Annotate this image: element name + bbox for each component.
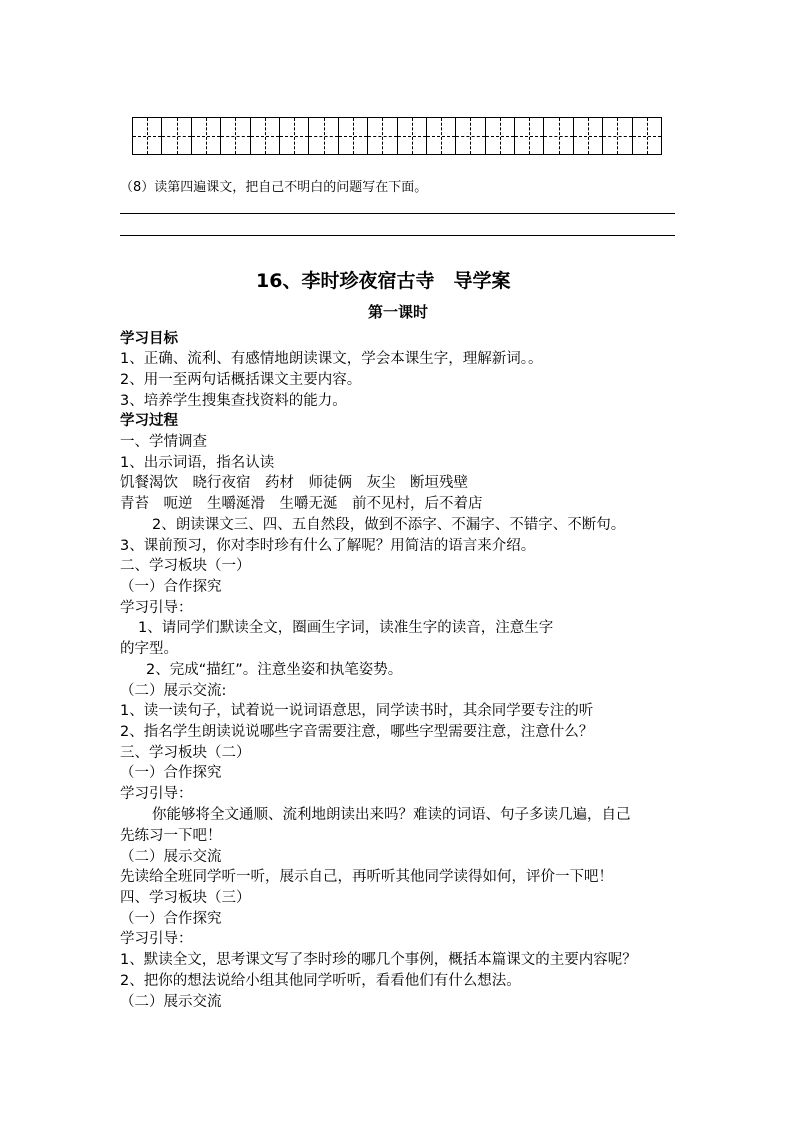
text-line: 1、读一读句子，试着说一说词语意思，同学读书时，其余同学要专注的听 [120, 703, 594, 719]
text-line: 四、学习板块（三） [120, 890, 251, 906]
grid-cell [427, 118, 456, 154]
text-line: 1、请同学们默读全文，圈画生字词，读准生字的读音，注意生字 [138, 620, 554, 636]
grid-cell [162, 118, 191, 154]
grid-cell [633, 118, 661, 154]
text-line: 一、学情调查 [120, 434, 207, 450]
grid-cell [251, 118, 280, 154]
grid-cell [309, 118, 338, 154]
grid-cell [486, 118, 515, 154]
text-line: 2、把你的想法说给小组其他同学听听，看看他们有什么想法。 [120, 973, 521, 989]
text-line: 1、出示词语，指名认读 [120, 455, 275, 471]
grid-cell [339, 118, 368, 154]
grid-cell [603, 118, 632, 154]
text-line: 二、学习板块（一） [120, 558, 251, 574]
grid-cell [515, 118, 544, 154]
text-line: 1、默读全文，思考课文写了李时珍的哪几个事例，概括本篇课文的主要内容呢？ [120, 952, 637, 968]
question-8: （8）读第四遍课文，把自己不明白的问题写在下面。 [120, 180, 428, 195]
text-line: 学习引导： [120, 786, 193, 802]
text-line: 先读给全班同学听一听，展示自己，再听听其他同学读得如何，评价一下吧！ [120, 869, 613, 885]
text-line: 三、学习板块（二） [120, 745, 251, 761]
grid-cell [544, 118, 573, 154]
text-line: （二）展示交流: [120, 683, 227, 699]
text-line: 2、用一至两句话概括课文主要内容。 [120, 372, 362, 388]
grid-cell [456, 118, 485, 154]
grid-cell [221, 118, 250, 154]
grid-cell [398, 118, 427, 154]
page-title: 16、李时珍夜宿古寺 导学案 [256, 270, 511, 292]
answer-line-1 [120, 213, 675, 214]
text-line: （一）合作探究 [120, 911, 222, 927]
text-line: 3、课前预习，你对李时珍有什么了解呢？用简洁的语言来介绍。 [120, 538, 536, 554]
text-line: （一）合作探究 [120, 765, 222, 781]
text-line: 2、完成“描红”。注意坐姿和执笔姿势。 [146, 662, 403, 678]
text-line: （一）合作探究 [120, 579, 222, 595]
text-line: 2、朗读课文三、四、五自然段，做到不添字、不漏字、不错字、不断句。 [152, 517, 626, 533]
text-line: （二）展示交流 [120, 994, 222, 1010]
text-line: 2、指名学生朗读说说哪些字音需要注意，哪些字型需要注意，注意什么？ [120, 724, 594, 740]
text-line: 1、正确、流利、有感情地朗读课文，学会本课生字，理解新词。。 [120, 351, 543, 367]
text-line: 3、培养学生搜集查找资料的能力。 [120, 393, 347, 409]
writing-grid [132, 117, 662, 155]
text-line: 先练习一下吧！ [120, 828, 222, 844]
answer-line-2 [120, 235, 675, 236]
grid-cell [133, 118, 162, 154]
text-line: 学习引导： [120, 931, 193, 947]
text-line: 青苔 呃逆 生嚼涎滑 生嚼无涎 前不见村，后不着店 [120, 496, 483, 512]
text-line: 学习引导： [120, 600, 193, 616]
section-heading: 学习过程 [120, 413, 178, 429]
grid-cell [192, 118, 221, 154]
grid-cell [280, 118, 309, 154]
text-line: 饥餐渴饮 晓行夜宿 药材 师徒俩 灰尘 断垣残壁 [120, 475, 468, 491]
text-line: 的字型。 [120, 641, 178, 657]
lesson-subtitle: 第一课时 [368, 303, 429, 321]
grid-cell [574, 118, 603, 154]
text-line: 你能够将全文通顺、流利地朗读出来吗？难读的词语、句子多读几遍，自己 [152, 807, 631, 823]
grid-cell [368, 118, 397, 154]
text-line: （二）展示交流 [120, 849, 222, 865]
section-heading: 学习目标 [120, 331, 178, 347]
